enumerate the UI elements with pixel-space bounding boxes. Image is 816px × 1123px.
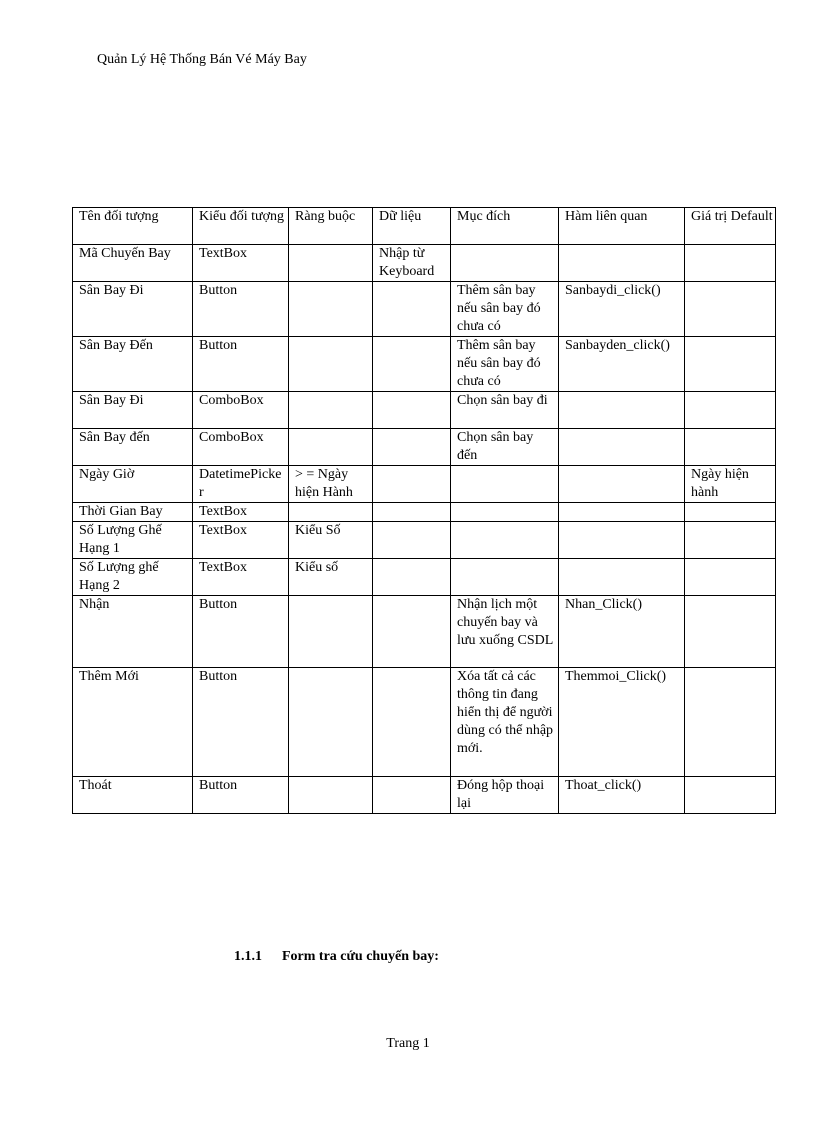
table-cell: Nhận lịch một chuyến bay và lưu xuống CSDL <box>451 596 559 668</box>
table-cell: Button <box>193 777 289 814</box>
table-cell: Kiểu số <box>289 559 373 596</box>
section-number: 1.1.1 <box>234 949 262 964</box>
table-cell <box>685 777 776 814</box>
table-row <box>73 503 776 522</box>
table-row <box>73 392 776 429</box>
table-cell: TextBox <box>193 522 289 559</box>
table-cell <box>559 503 685 522</box>
table-cell <box>373 522 451 559</box>
table-cell: TextBox <box>193 503 289 522</box>
table-cell: Nhập từ Keyboard <box>373 245 451 282</box>
table-cell <box>451 559 559 596</box>
table-cell: Xóa tất cả các thông tin đang hiển thị để người dùng có thể nhập mới. <box>451 668 559 777</box>
table-row <box>73 245 776 282</box>
table-row <box>73 337 776 392</box>
table-cell <box>559 466 685 503</box>
table-cell: Sanbayden_click() <box>559 337 685 392</box>
table-cell: Nhận <box>73 596 193 668</box>
table-cell <box>685 337 776 392</box>
table-header-row <box>73 208 776 245</box>
column-header: Giá trị Default <box>685 208 776 245</box>
table-cell <box>289 596 373 668</box>
table-cell: Thêm sân bay nếu sân bay đó chưa có <box>451 282 559 337</box>
table-cell <box>559 429 685 466</box>
column-header: Tên đối tượng <box>73 208 193 245</box>
column-header: Hàm liên quan <box>559 208 685 245</box>
table-cell: Số Lượng ghế Hạng 2 <box>73 559 193 596</box>
column-header: Mục đích <box>451 208 559 245</box>
table-cell <box>685 522 776 559</box>
table-cell <box>685 503 776 522</box>
table-cell: Button <box>193 337 289 392</box>
table-cell <box>685 559 776 596</box>
table-row <box>73 596 776 668</box>
table-cell: Số Lượng Ghế Hạng 1 <box>73 522 193 559</box>
table-cell <box>559 392 685 429</box>
table-cell: DatetimePicker <box>193 466 289 503</box>
table-cell <box>685 245 776 282</box>
table-cell: Nhan_Click() <box>559 596 685 668</box>
table-cell: Button <box>193 596 289 668</box>
table-cell: Sanbaydi_click() <box>559 282 685 337</box>
table-cell <box>289 245 373 282</box>
table-cell <box>373 668 451 777</box>
table-cell <box>373 337 451 392</box>
table-cell <box>559 522 685 559</box>
column-header: Dữ liệu <box>373 208 451 245</box>
table-cell <box>559 245 685 282</box>
table-row <box>73 559 776 596</box>
column-header: Ràng buộc <box>289 208 373 245</box>
table-cell: TextBox <box>193 245 289 282</box>
table-cell <box>289 668 373 777</box>
table-cell: Đóng hộp thoại lại <box>451 777 559 814</box>
table-cell: Button <box>193 668 289 777</box>
table-cell: Thoat_click() <box>559 777 685 814</box>
table-cell <box>289 392 373 429</box>
table-row <box>73 668 776 777</box>
table-cell <box>373 596 451 668</box>
table-cell: Sân Bay đến <box>73 429 193 466</box>
table-cell <box>373 429 451 466</box>
object-spec-table <box>72 207 776 814</box>
table-cell <box>289 777 373 814</box>
table-cell: ComboBox <box>193 392 289 429</box>
table-cell <box>685 668 776 777</box>
table-cell: Ngày Giờ <box>73 466 193 503</box>
section-title: Form tra cứu chuyến bay: <box>282 949 439 964</box>
table-cell <box>451 466 559 503</box>
table-cell: Thêm Mới <box>73 668 193 777</box>
table-cell: Thời Gian Bay <box>73 503 193 522</box>
table-cell <box>373 392 451 429</box>
page-number: Trang 1 <box>386 1036 430 1051</box>
table-cell: Themmoi_Click() <box>559 668 685 777</box>
table-cell <box>559 559 685 596</box>
table-cell <box>373 503 451 522</box>
table-cell <box>685 392 776 429</box>
table-cell <box>289 282 373 337</box>
table-cell <box>373 777 451 814</box>
table-cell <box>373 282 451 337</box>
table-cell: TextBox <box>193 559 289 596</box>
table-row <box>73 282 776 337</box>
table-cell: Sân Bay Đến <box>73 337 193 392</box>
table-cell <box>289 429 373 466</box>
table-cell <box>373 466 451 503</box>
table-cell: > = Ngày hiện Hành <box>289 466 373 503</box>
table-cell <box>451 522 559 559</box>
table-cell: Button <box>193 282 289 337</box>
table-cell: Chọn sân bay đến <box>451 429 559 466</box>
table-cell <box>451 245 559 282</box>
table-cell: Chọn sân bay đi <box>451 392 559 429</box>
table-row <box>73 522 776 559</box>
table-cell: Kiểu Số <box>289 522 373 559</box>
table-cell: Thêm sân bay nếu sân bay đó chưa có <box>451 337 559 392</box>
table-row <box>73 429 776 466</box>
table-cell <box>373 559 451 596</box>
table-cell: Sân Bay Đi <box>73 282 193 337</box>
table-cell <box>685 282 776 337</box>
section-heading <box>234 949 439 965</box>
table-row <box>73 777 776 814</box>
table-cell <box>289 337 373 392</box>
table-cell <box>451 503 559 522</box>
table-row <box>73 466 776 503</box>
column-header: Kiểu đối tượng <box>193 208 289 245</box>
table-cell: ComboBox <box>193 429 289 466</box>
table-cell <box>685 596 776 668</box>
table-cell: Thoát <box>73 777 193 814</box>
table-cell: Ngày hiện hành <box>685 466 776 503</box>
document-header-title: Quản Lý Hệ Thống Bán Vé Máy Bay <box>97 52 307 67</box>
table-cell: Mã Chuyến Bay <box>73 245 193 282</box>
table-cell <box>685 429 776 466</box>
table-cell: Sân Bay Đi <box>73 392 193 429</box>
table-cell <box>289 503 373 522</box>
